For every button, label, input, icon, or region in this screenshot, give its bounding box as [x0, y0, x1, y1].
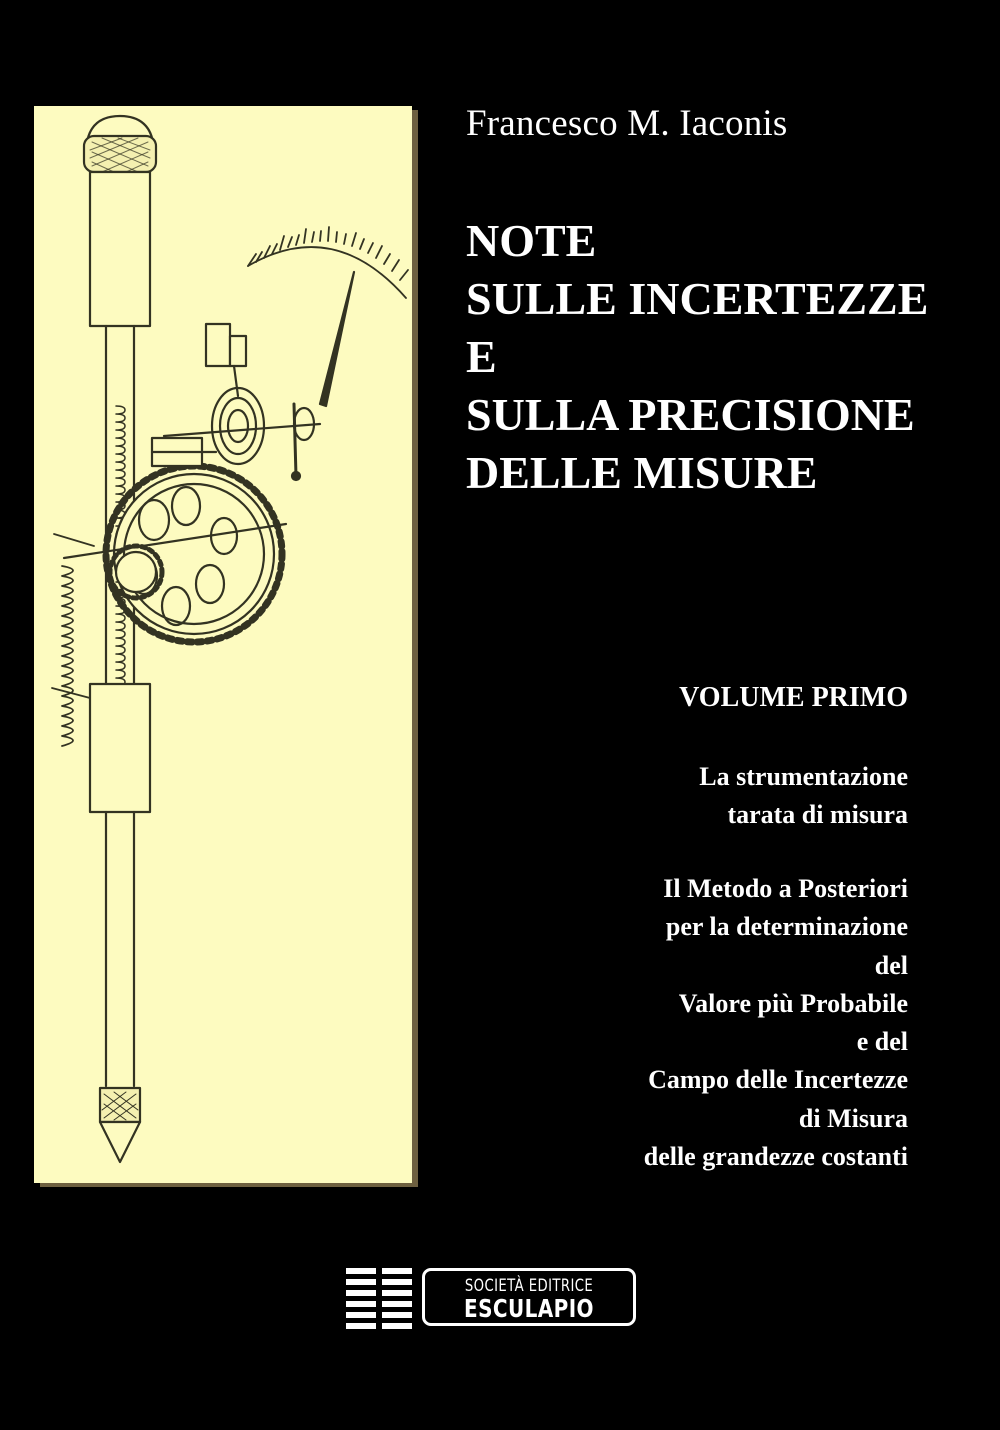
author-name: Francesco M. Iaconis: [466, 103, 788, 144]
subtitle-line: Valore più Probabile: [678, 988, 908, 1018]
publisher-name-box: [422, 1268, 636, 1326]
title-line: E: [466, 331, 497, 382]
publisher-line-2: ESCULAPIO: [464, 1294, 594, 1323]
volume-label: VOLUME PRIMO: [679, 682, 908, 713]
small-bracket: [206, 324, 246, 396]
subtitle-line: per la determinazione: [665, 912, 908, 942]
subtitle-instrumentation: [699, 758, 908, 835]
lower-sleeve: [90, 684, 150, 812]
large-gear: [64, 466, 286, 642]
probe-tip: [100, 1088, 140, 1162]
subtitle-line: del: [874, 950, 908, 980]
subtitle-line: delle grandezze costanti: [643, 1142, 908, 1172]
dial-scale: [248, 227, 408, 298]
subtitle-line: Il Metodo a Posteriori: [663, 874, 908, 903]
subtitle-line: di Misura: [798, 1103, 908, 1133]
publisher-emblem-icon: [346, 1268, 412, 1330]
title-line: SULLE INCERTEZZE: [466, 273, 929, 324]
book-title: [466, 212, 928, 502]
subtitle-line: e del: [856, 1027, 908, 1057]
gauge-mechanism-drawing: [34, 106, 412, 1183]
title-line: SULLA PRECISIONE: [466, 389, 915, 440]
subtitle-line: La strumentazione: [699, 762, 908, 791]
lower-rod: [106, 812, 134, 1086]
subtitle-line: Campo delle Incertezze: [648, 1065, 908, 1095]
title-line: DELLE MISURE: [466, 447, 818, 498]
upper-knurled-cap: [84, 116, 156, 172]
crossbar-gear: [152, 438, 216, 466]
subtitle-method: [644, 870, 908, 1176]
coil-spring: [52, 534, 94, 746]
pinion-gear: [110, 546, 162, 598]
dial-gauge-illustration: [34, 106, 412, 1183]
publisher-logo: [346, 1264, 646, 1334]
subtitle-line: tarata di misura: [727, 800, 908, 830]
publisher-line-1: SOCIETÀ EDITRICE: [464, 1276, 594, 1296]
gauge-needle: [292, 272, 354, 480]
upper-sleeve: [90, 172, 150, 326]
title-line: NOTE: [466, 215, 597, 266]
